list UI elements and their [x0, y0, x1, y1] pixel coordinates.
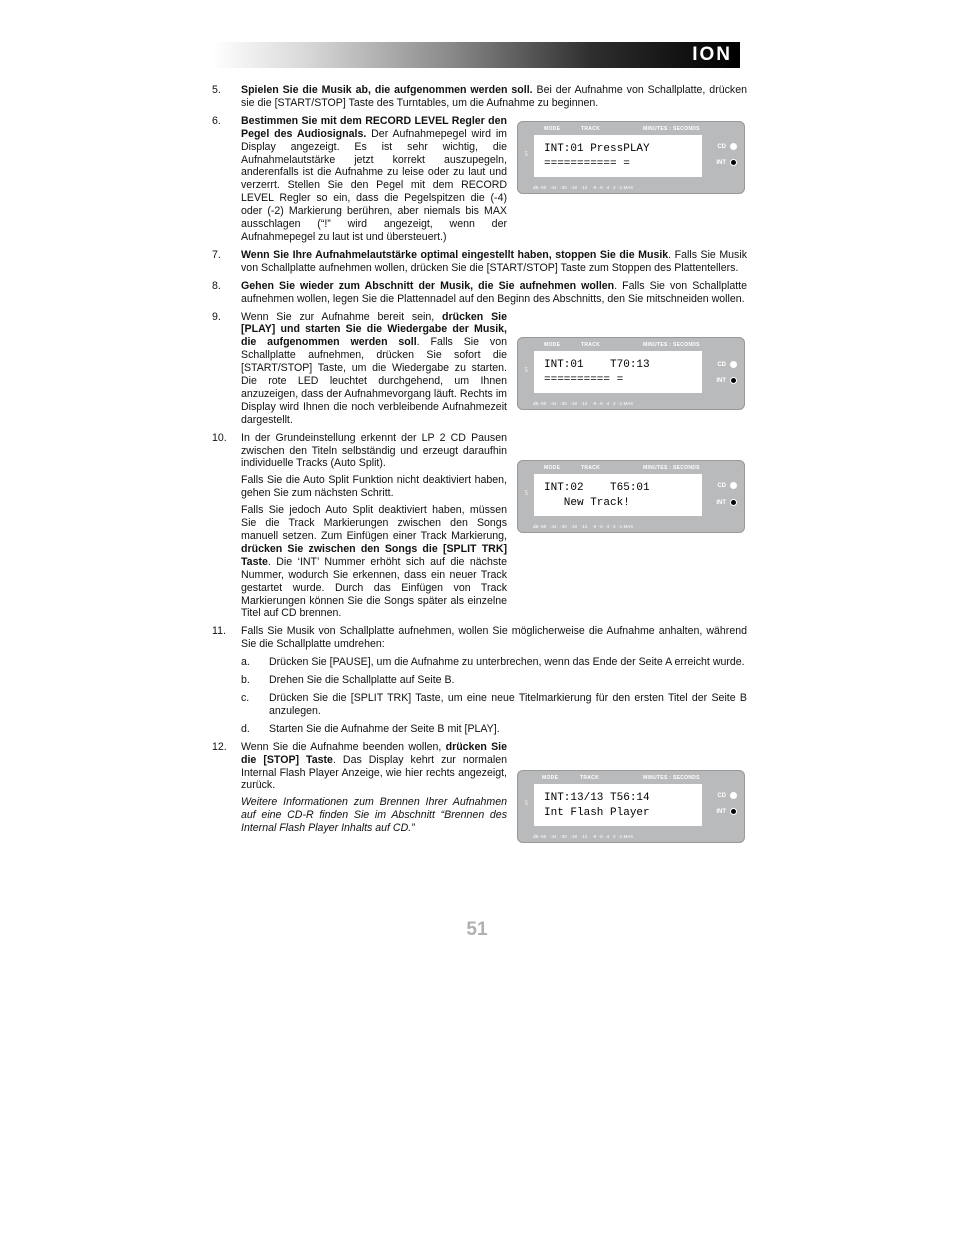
step-bold-text: drücken Sie [PLAY] und starten Sie die Wiedergabe der Musik, die aufgenommen werden soll	[241, 310, 507, 349]
level-meter-scale: dB -60 -44 -30 -18 -12 -9 -6 -4 -2 -1 MAX	[533, 401, 634, 406]
lcd-screen	[534, 784, 702, 826]
substep-b	[212, 674, 747, 687]
lcd-line-1: INT:13/13 T56:14	[544, 792, 650, 804]
lcd-line-2: =========== =	[544, 158, 630, 170]
step-text: . Die ‘INT’ Nummer erhöht sich auf die nächste Nummer, wodurch Sie erkennen, dass ein neuer Track gestartet wurde. Durch das Einfügen von Track Markierungen können Sie die Songs später als einzelne Titel auf CD brennen.	[241, 555, 507, 620]
lcd-line-2: New Track!	[544, 497, 630, 509]
cd-label: CD	[717, 144, 726, 151]
step-text: . Falls Sie von Schallplatte aufnehmen wollen, legen Sie die Plattennadel auf den Beginn des Abschnitts, den Sie mitschneiden wollen.	[241, 279, 747, 305]
step-text-pre: Wenn Sie die Aufnahme beenden wollen,	[241, 740, 446, 753]
lcd-display-1	[517, 121, 745, 194]
lcd-screen	[534, 351, 702, 393]
cd-label: CD	[717, 362, 726, 369]
substep-letter: a.	[241, 656, 250, 669]
step-11	[212, 625, 747, 651]
step-text-pre: Falls Sie jedoch Auto Split deaktiviert haben, müssen Sie die Track Markierungen zwischen den Songs manuell setzen. Zum Einfügen einer Track Markierung,	[241, 504, 507, 542]
step-text: Falls Sie Musik von Schallplatte aufnehmen, wollen Sie möglicherweise die Aufnahme anhalten, während Sie die Schallplatte umdrehen:	[241, 625, 747, 651]
step-number: 9.	[212, 310, 221, 323]
lcd-display-4	[517, 770, 745, 843]
lcd-track-label: TRACK	[581, 342, 600, 348]
cd-indicator	[717, 143, 737, 150]
cd-led-icon	[730, 143, 737, 150]
step-bold-text: Gehen Sie wieder zum Abschnitt der Musik, die Sie aufnehmen wollen	[241, 279, 615, 292]
step-bold-text: drücken Sie die [STOP] Taste	[241, 740, 507, 766]
step-12	[212, 741, 507, 835]
step-number: 8.	[212, 279, 221, 292]
step-7	[212, 249, 747, 275]
int-indicator	[716, 808, 737, 815]
lcd-line-2: ========== =	[544, 374, 624, 386]
int-led-icon	[730, 499, 737, 506]
substep-letter: d.	[241, 722, 250, 735]
lcd-display-2	[517, 337, 745, 410]
cd-indicator	[717, 792, 737, 799]
lcd-side-label: LR	[524, 800, 529, 806]
int-led-icon	[730, 377, 737, 384]
int-indicator	[716, 499, 737, 506]
step-paragraph: In der Grundeinstellung erkennt der LP 2 CD Pausen zwischen den Titeln selbständig und erzeugt daraufhin individuelle Tracks (Auto Split).	[241, 431, 507, 470]
lcd-time-label: MINUTES : SECONDS	[643, 465, 700, 471]
lcd-line-2: Int Flash Player	[544, 807, 650, 819]
int-led-icon	[730, 808, 737, 815]
lcd-line-1: INT:01 PressPLAY	[544, 143, 650, 155]
step-number: 6.	[212, 114, 221, 127]
step-number: 10.	[212, 431, 227, 444]
lcd-side-label: LR	[524, 490, 529, 496]
substep-c	[212, 692, 747, 718]
lcd-mode-label: MODE	[544, 126, 561, 132]
lcd-line-1: INT:01 T70:13	[544, 359, 650, 371]
level-meter-scale: dB -60 -44 -30 -18 -12 -9 -6 -4 -2 -1 MAX	[533, 524, 634, 529]
step-10	[212, 432, 507, 621]
lcd-mode-label: MODE	[544, 342, 561, 348]
step-paragraph: Falls Sie die Auto Split Funktion nicht deaktiviert haben, gehen Sie zum nächsten Schritt.	[241, 474, 507, 500]
step-bold-text: Bestimmen Sie mit dem RECORD LEVEL Regler den Pegel des Audiosignals.	[241, 114, 507, 140]
lcd-time-label: MINUTES : SECONDS	[643, 342, 700, 348]
step-bold-text: Spielen Sie die Musik ab, die aufgenommen werden soll.	[241, 84, 533, 96]
header-bar	[212, 42, 740, 68]
lcd-line-1: INT:02 T65:01	[544, 482, 650, 494]
int-label: INT	[716, 160, 726, 167]
cd-led-icon	[730, 361, 737, 368]
step-text: . Das Display kehrt zur normalen Internal Flash Player Anzeige, wie hier rechts angezeigt, zurück.	[241, 753, 507, 792]
step-text: . Falls Sie von Schallplatte aufnehmen, drücken Sie sofort die [START/STOP] Taste, um die Wiedergabe zu starten. Die rote LED leuchtet durchgehend, um Ihnen anzuzeigen, dass der Aufnahmevorgang läuft. Rechts im Display wird Ihnen die noch verbleibende Aufnahmezeit dargestellt.	[241, 336, 507, 426]
page-number: 51	[466, 919, 488, 940]
step-paragraph	[241, 741, 507, 793]
cd-led-icon	[730, 482, 737, 489]
step-number: 11.	[212, 625, 226, 638]
ion-logo: ION	[692, 44, 732, 65]
lcd-display-3	[517, 460, 745, 533]
level-meter-scale: dB -60 -44 -30 -18 -12 -9 -6 -4 -2 -1 MAX	[533, 834, 634, 839]
substep-letter: c.	[241, 691, 250, 704]
substep-text: Drehen Sie die Schallplatte auf Seite B.	[269, 674, 455, 687]
substep-text: Starten Sie die Aufnahme der Seite B mit [PLAY].	[269, 722, 500, 735]
int-label: INT	[716, 809, 726, 816]
lcd-track-label: TRACK	[581, 126, 600, 132]
step-text: Bei der Aufnahme von Schallplatte, drücken sie die [START/STOP] Taste des Turntables, um die Aufnahme zu beginnen.	[241, 84, 747, 109]
int-led-icon	[730, 159, 737, 166]
cd-led-icon	[730, 792, 737, 799]
substep-text: Drücken Sie die [SPLIT TRK] Taste, um eine neue Titelmarkierung für den ersten Titel der Seite B anzulegen.	[269, 691, 747, 717]
lcd-side-label: LR	[524, 367, 529, 373]
lcd-screen	[534, 135, 702, 177]
int-label: INT	[716, 500, 726, 507]
lcd-time-label: MINUTES : SECONDS	[643, 775, 700, 781]
step-note: Weitere Informationen zum Brennen Ihrer Aufnahmen auf eine CD-R finden Sie im Abschnitt “Brennen des Internal Flash Player Inhalts auf CD.”	[241, 796, 507, 835]
step-8	[212, 280, 747, 306]
lcd-time-label: MINUTES : SECONDS	[643, 126, 700, 132]
step-6	[212, 115, 507, 244]
step-number: 12.	[212, 740, 227, 753]
step-number: 7.	[212, 248, 221, 261]
step-bold-text: drücken Sie zwischen den Songs die [SPLIT TRK] Taste	[241, 542, 507, 568]
step-text: Der Aufnahmepegel wird im Display angezeigt. Es ist sehr wichtig, die Aufnahmelautstärke jetzt korrekt auszupegeln, anderenfalls ist die Aufnahme zu leise oder zu laut und verzerrt. Stellen Sie den Pegel mit dem RECORD LEVEL Regler so ein, dass die Pegelspitzen die (-4) oder (-2) Markierung berühren, aber niemals bis MAX ausschlagen (“!” wird angezeigt, wenn der Aufnahmepegel zu laut ist und übersteuert.)	[241, 127, 508, 243]
int-indicator	[716, 159, 737, 166]
step-5	[212, 84, 747, 110]
substep-letter: b.	[241, 674, 250, 687]
level-meter-scale: dB -60 -44 -30 -18 -12 -9 -6 -4 -2 -1 MAX	[533, 185, 634, 190]
int-label: INT	[716, 378, 726, 385]
cd-indicator	[717, 361, 737, 368]
cd-indicator	[717, 482, 737, 489]
substep-a	[212, 656, 747, 669]
lcd-mode-label: MODE	[544, 465, 561, 471]
step-text-pre: Wenn Sie zur Aufnahme bereit sein,	[241, 310, 443, 323]
step-paragraph	[241, 504, 507, 620]
lcd-track-label: TRACK	[581, 465, 600, 471]
step-text: . Falls Sie Musik von Schallplatte aufnehmen wollen, drücken Sie die [START/STOP] Taste zum Stoppen des Plattentellers.	[241, 248, 747, 274]
lcd-track-label: TRACK	[580, 775, 599, 781]
step-number: 5.	[212, 84, 221, 96]
lcd-side-label: LR	[524, 151, 529, 157]
lcd-screen	[534, 474, 702, 516]
step-9	[212, 311, 507, 427]
int-indicator	[716, 377, 737, 384]
cd-label: CD	[717, 483, 726, 490]
lcd-mode-label: MODE	[542, 775, 559, 781]
step-bold-text: Wenn Sie Ihre Aufnahmelautstärke optimal eingestellt haben, stoppen Sie die Musik	[241, 248, 669, 261]
substep-text: Drücken Sie [PAUSE], um die Aufnahme zu unterbrechen, wenn das Ende der Seite A erreicht wurde.	[269, 656, 745, 669]
cd-label: CD	[717, 793, 726, 800]
substep-d	[212, 723, 747, 736]
